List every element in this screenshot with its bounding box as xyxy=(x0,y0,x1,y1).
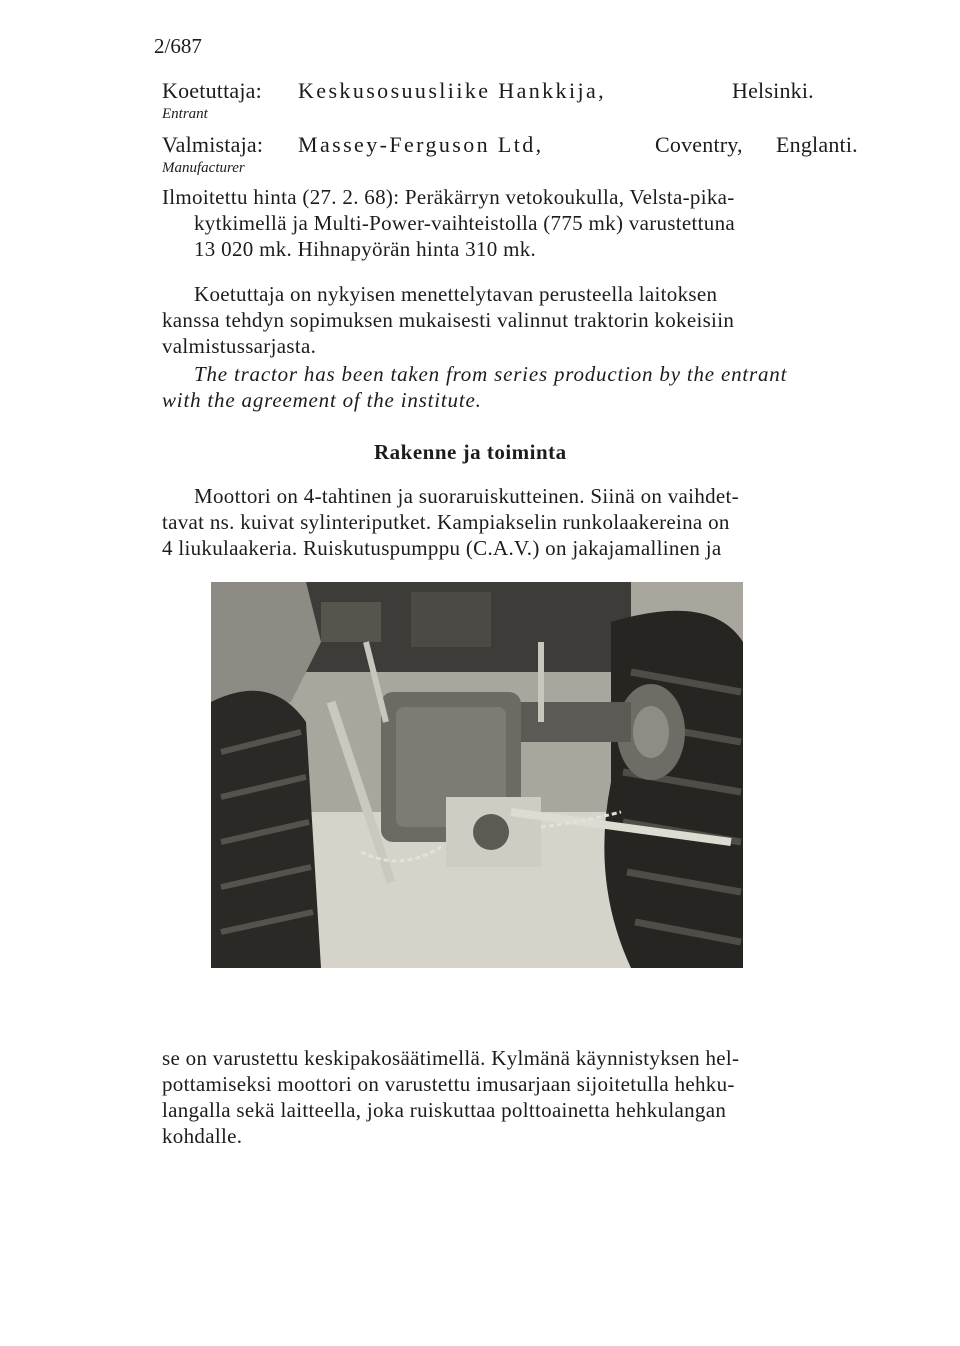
engine-cont-line-3: langalla sekä laitteella, joka ruiskuttaa polttoainetta hehkulangan xyxy=(162,1098,727,1122)
selection-line-1-text: Koetuttaja on nykyisen menettelytavan perusteella laitoksen xyxy=(194,282,718,306)
engine-line-1: Moottori on 4-tahtinen ja suoraruiskutteinen. Siinä on vaihdet- xyxy=(194,484,739,508)
entrant-name: Keskusosuusliike Hankkija, xyxy=(298,78,607,103)
manufacturer-label: Valmistaja: xyxy=(162,132,264,157)
price-line-1: Ilmoitettu hinta (27. 2. 68): Peräkärryn vetokoukulla, Velsta-pika- xyxy=(162,185,735,209)
manufacturer-city: Coventry, xyxy=(655,132,743,157)
engine-line-2: tavat ns. kuivat sylinteriputket. Kampiakselin runkolaakereina on xyxy=(162,510,730,534)
page-number: 2/687 xyxy=(154,34,202,58)
section-heading: Rakenne ja toiminta xyxy=(374,440,567,464)
engine-cont-line-4: kohdalle. xyxy=(162,1124,243,1148)
engine-line-3: 4 liukulaakeria. Ruiskutuspumppu (C.A.V.) on jakajamallinen ja xyxy=(162,536,722,560)
selection-en-line-1: The tractor has been taken from series production by the entrant xyxy=(194,362,788,386)
price-line-3: 13 020 mk. Hihnapyörän hinta 310 mk. xyxy=(194,237,537,261)
selection-line-3: valmistussarjasta. xyxy=(162,334,317,358)
engine-cont-line-1: se on varustettu keskipakosäätimellä. Kylmänä käynnistyksen hel- xyxy=(162,1046,740,1070)
engine-cont-line-2: pottamiseksi moottori on varustettu imusarjaan sijoitetulla hehku- xyxy=(162,1072,735,1096)
price-line-2: kytkimellä ja Multi-Power-vaihteistolla (775 mk) varustettuna xyxy=(194,211,736,235)
manufacturer-label-en: Manufacturer xyxy=(162,160,245,176)
selection-line-1 xyxy=(194,282,872,307)
tractor-photo-illustration xyxy=(211,582,743,968)
tractor-photo xyxy=(211,582,743,968)
manufacturer-country: Englanti. xyxy=(776,132,858,157)
entrant-label-en: Entrant xyxy=(162,106,208,122)
entrant-city: Helsinki. xyxy=(732,78,814,103)
selection-en-line-2: with the agreement of the institute. xyxy=(162,388,482,412)
entrant-label: Koetuttaja: xyxy=(162,78,262,103)
selection-line-2: kanssa tehdyn sopimuksen mukaisesti valinnut traktorin kokeisiin xyxy=(162,308,735,332)
manufacturer-name: Massey-Ferguson Ltd, xyxy=(298,132,544,157)
